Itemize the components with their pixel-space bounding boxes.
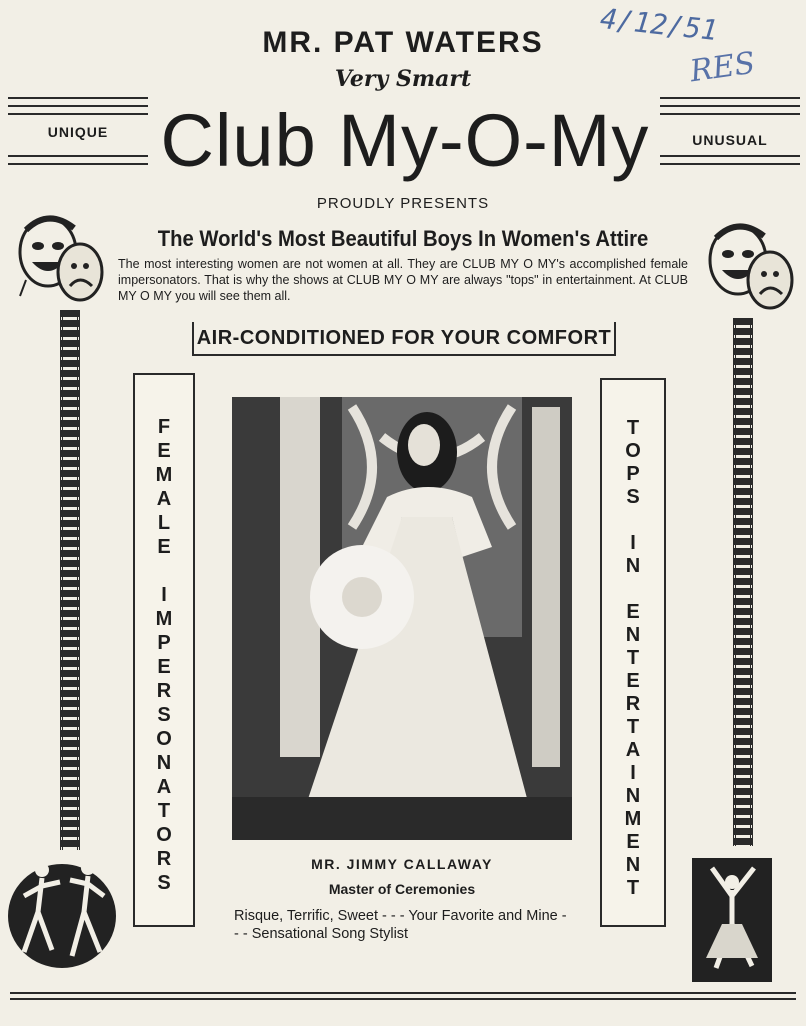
unique-label: UNIQUE xyxy=(47,124,109,140)
presents-text: PROUDLY PRESENTS xyxy=(316,195,490,212)
banner-letter: O xyxy=(156,824,172,846)
banner-letter: N xyxy=(625,854,641,876)
banner-letter: R xyxy=(156,848,172,870)
banner-letter: S xyxy=(157,872,171,894)
banner-letter: T xyxy=(626,417,640,439)
dancers-illustration xyxy=(4,852,118,972)
performer-name: MR. JIMMY CALLAWAY xyxy=(311,856,493,872)
banner-letter: R xyxy=(156,680,172,702)
banner-letter: M xyxy=(155,464,173,486)
banner-letter: N xyxy=(625,785,641,807)
performer-role: Master of Ceremonies xyxy=(328,881,476,897)
banner-letter: L xyxy=(157,512,171,534)
banner-letter xyxy=(630,510,636,530)
banner-letter: M xyxy=(624,808,642,830)
banner-letter: R xyxy=(625,693,641,715)
banner-letter: A xyxy=(625,739,641,761)
banner-letter: E xyxy=(626,601,640,623)
right-diamond-border xyxy=(733,318,753,846)
blurb: The most interesting women are not women at all. They are CLUB MY O MY's accomplished female impersonators. That is why the shows at CLUB MY O MY are always "tops" in entertainment. At CLUB MY O MY you will see them all. xyxy=(118,257,688,303)
banner-letter: E xyxy=(157,536,171,558)
theatre-mask-icon xyxy=(706,218,796,318)
air-conditioned-banner: AIR-CONDITIONED FOR YOUR COMFORT xyxy=(192,322,616,356)
banner-letter: F xyxy=(157,416,171,438)
banner-letter: I xyxy=(630,532,636,554)
banner-letter: A xyxy=(156,488,172,510)
tops-in-entertainment-banner xyxy=(600,378,666,927)
banner-letter: M xyxy=(155,608,173,630)
performer-photo xyxy=(232,397,572,840)
headline: The World's Most Beautiful Boys In Women's Attire xyxy=(157,226,649,251)
banner-letter: E xyxy=(626,831,640,853)
handwritten-initials: RES xyxy=(687,45,758,90)
dancer-illustration xyxy=(692,858,772,982)
banner-letter: S xyxy=(626,486,640,508)
banner-letter: N xyxy=(625,624,641,646)
banner-letter: N xyxy=(625,555,641,577)
banner-letter: T xyxy=(626,716,640,738)
banner-text-left xyxy=(135,375,193,897)
performer-description: Risque, Terrific, Sweet - - - Your Favorite and Mine - - - Sensational Song Stylist xyxy=(234,908,567,942)
banner-text-right xyxy=(602,380,664,901)
banner-letter: E xyxy=(157,656,171,678)
theatre-mask-icon xyxy=(16,210,106,310)
tagline: Very Smart xyxy=(334,66,472,92)
banner-letter: I xyxy=(161,584,167,606)
banner-letter xyxy=(630,579,636,599)
club-name: Club My-O-My xyxy=(160,99,650,182)
banner-letter: I xyxy=(630,762,636,784)
banner-letter: E xyxy=(626,670,640,692)
banner-letter: P xyxy=(157,632,171,654)
footer-rule xyxy=(10,992,796,1004)
banner-letter: O xyxy=(625,440,641,462)
banner-letter: T xyxy=(626,877,640,899)
banner-letter: S xyxy=(157,704,171,726)
unusual-label: UNUSUAL xyxy=(692,132,768,148)
banner-letter xyxy=(161,561,167,581)
banner-letter: E xyxy=(157,440,171,462)
presenter-name: MR. PAT WATERS xyxy=(262,26,544,59)
banner-letter: A xyxy=(156,776,172,798)
female-impersonators-banner xyxy=(133,373,195,927)
banner-letter: T xyxy=(626,647,640,669)
banner-letter: N xyxy=(156,752,172,774)
banner-letter: T xyxy=(157,800,171,822)
banner-letter: P xyxy=(626,463,640,485)
banner-letter: O xyxy=(156,728,172,750)
left-diamond-border xyxy=(60,310,80,850)
handwritten-date: 4/12/51 xyxy=(598,1,720,48)
